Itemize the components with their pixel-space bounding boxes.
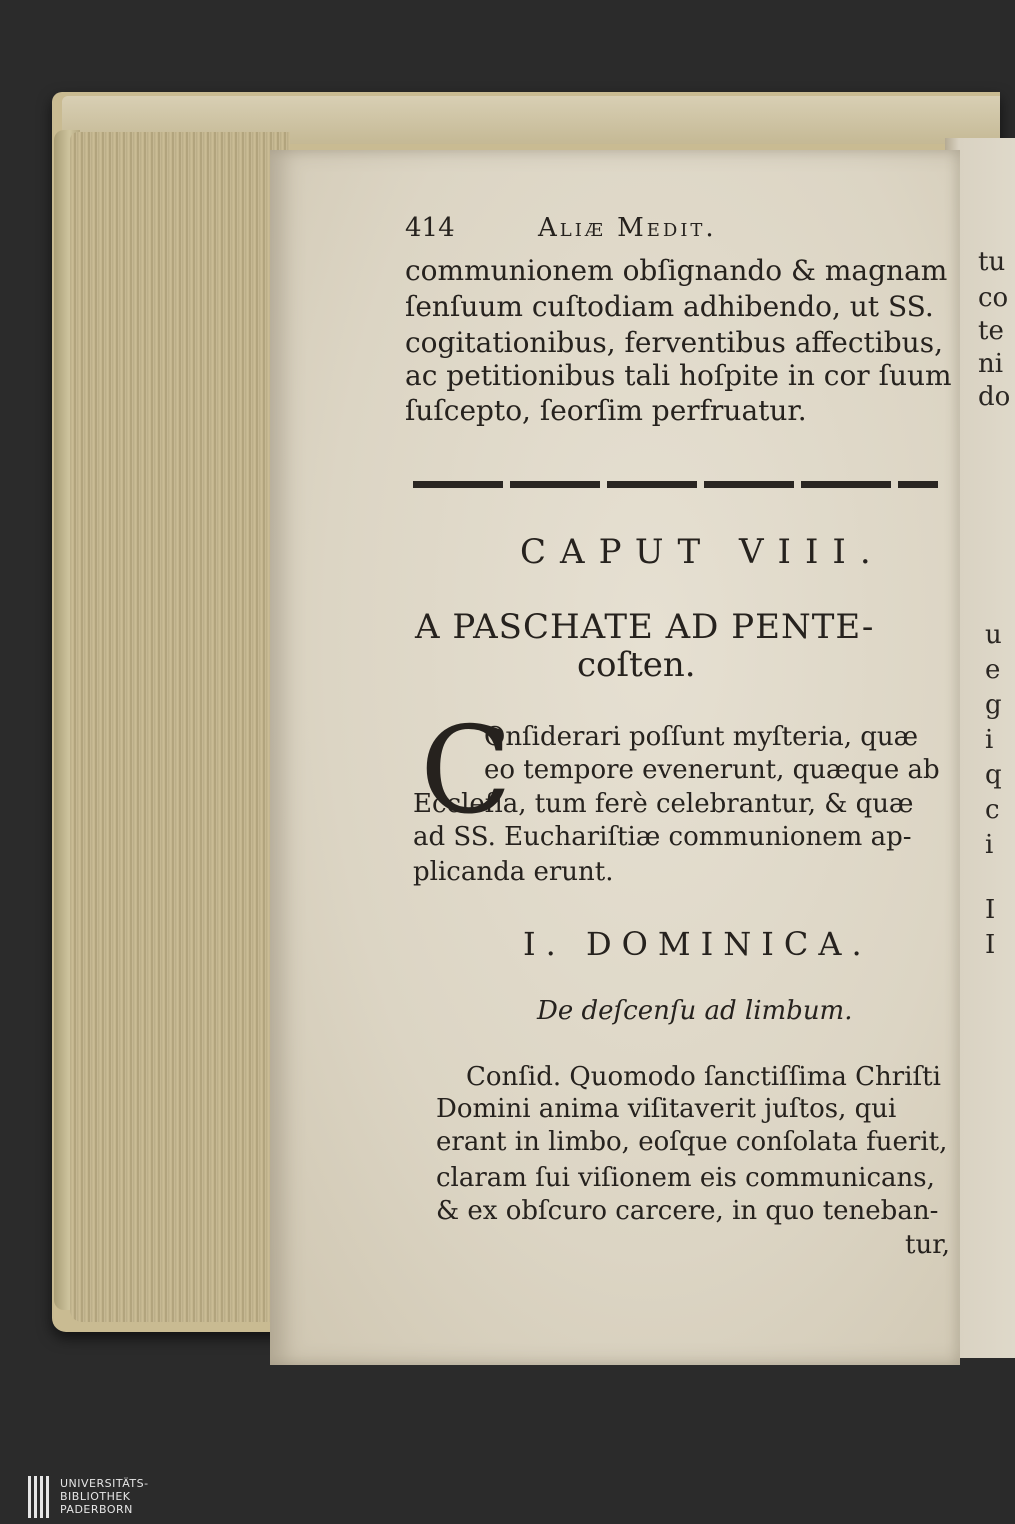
paragraph-line: Conſid. Quomodo ſanctiſſima Chriſti [466,1062,941,1092]
footer-bar [0,1474,1000,1524]
ornamental-rule [413,481,938,488]
paragraph-line: eo tempore evenerunt, quæque ab [484,755,940,785]
intro-line: ac petitionibus tali hoſpite in cor ſuum [405,359,952,392]
right-page-fragment: e [985,655,1001,685]
paragraph-line: Eccleſia, tum ferè celebrantur, & quæ [413,789,914,819]
catchword: tur, [905,1230,951,1260]
library-name-line3: PADERBORN [60,1503,133,1516]
paragraph-line: Domini anima viſitaverit juſtos, qui [436,1094,897,1124]
right-page-fragment: q [985,760,1002,790]
right-page-fragment: I [985,930,996,960]
right-page-fragment: te [978,316,1004,346]
paragraph-line: & ex obſcuro carcere, in quo teneban- [436,1196,939,1226]
right-page-fragment: u [985,620,1002,650]
right-page-fragment: g [985,690,1002,720]
intro-line: communionem obſignando & magnam [405,254,948,287]
chapter-title-line2: coſten. [577,645,696,685]
paragraph-line: ad SS. Euchariſtiæ communionem ap- [413,822,912,852]
running-head: Aliæ Medit. [538,213,717,243]
drop-cap: C [420,702,512,841]
library-logo-icon [28,1476,52,1518]
paragraph-line: erant in limbo, eoſque conſolata fuerit, [436,1127,948,1157]
library-name-line1: UNIVERSITÄTS- [60,1477,149,1490]
library-name-line2: BIBLIOTHEK [60,1490,131,1503]
right-page-fragment: c [985,795,1000,825]
intro-line: cogitationibus, ferventibus affectibus, [405,326,943,359]
page-number: 414 [405,213,455,243]
chapter-heading: CAPUT VIII. [520,532,885,572]
right-page-fragment: i [985,725,994,755]
section-heading: I. DOMINICA. [523,925,872,963]
page-stack [70,132,290,1322]
right-page-fragment: tu [978,247,1006,277]
intro-line: ſenſuum cuſtodiam adhibendo, ut SS. [405,290,934,323]
right-page-fragment: I [985,895,996,925]
right-page-fragment: do [978,382,1011,412]
paragraph-line: claram ſui viſionem eis communicans, [436,1163,935,1193]
subsection-heading: De deſcenſu ad limbum. [537,996,853,1026]
paragraph-line: Onſiderari poſſunt myſteria, quæ [484,722,919,752]
right-page-fragment: i [985,830,994,860]
intro-line: ſuſcepto, ſeorſim perfruatur. [405,394,807,427]
chapter-title-line1: A PASCHATE AD PENTE- [415,607,875,647]
paragraph-line: plicanda erunt. [413,857,614,887]
right-page-fragment: co [978,283,1009,313]
right-page-fragment: ni [978,349,1004,379]
